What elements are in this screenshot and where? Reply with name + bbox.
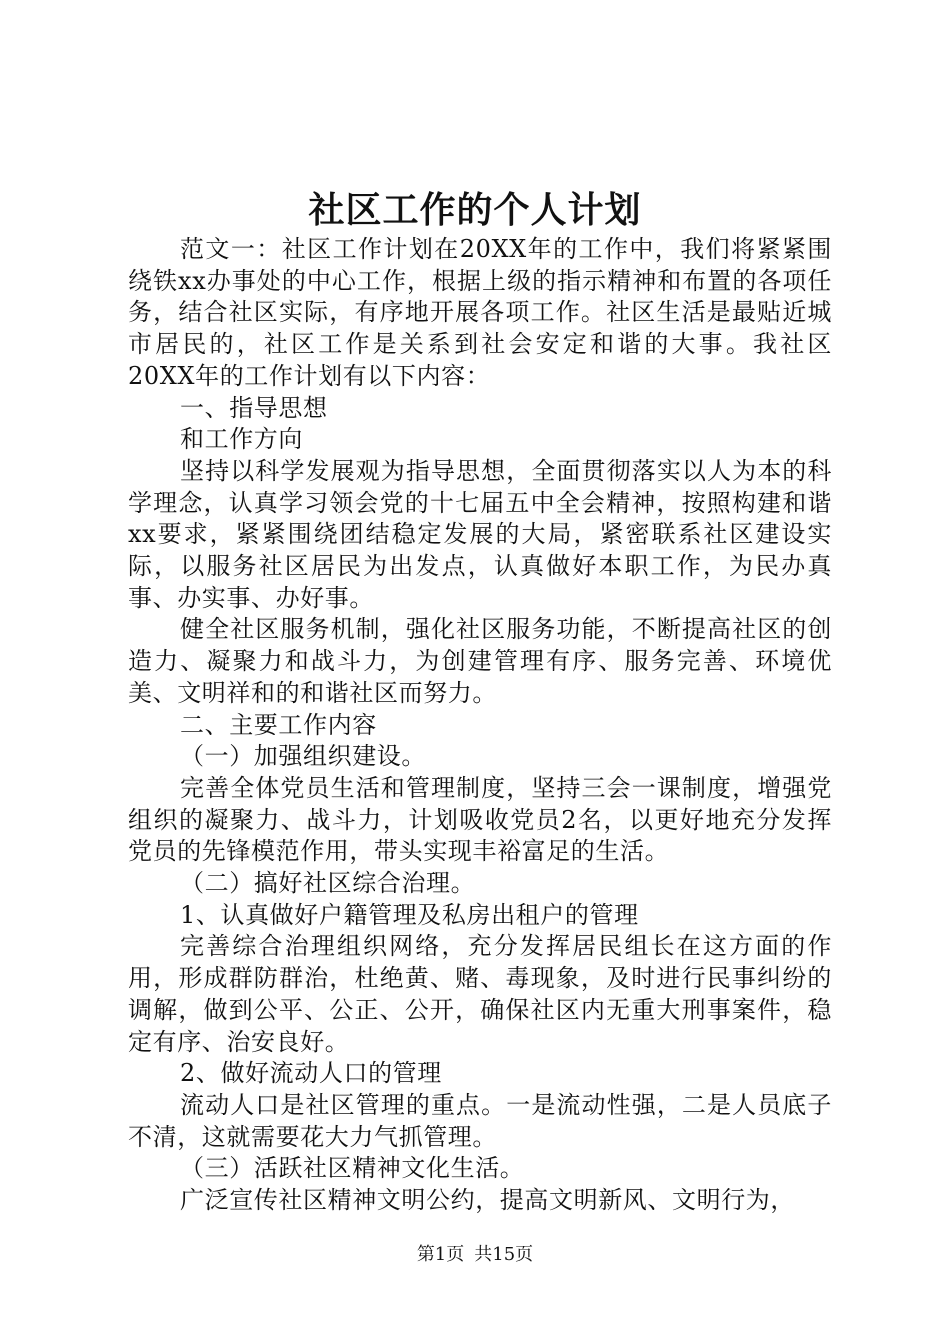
document-body [128,234,832,1217]
subsection-heading: （二）搞好社区综合治理。 [180,869,476,898]
item-heading: 1、认真做好户籍管理及私房出租户的管理 [180,900,639,929]
paragraph: 坚持以科学发展观为指导思想，全面贯彻落实以人为本的科学理念，认真学习领会党的十七届五中全会精神，按照构建和谐xx要求，紧紧围绕团结稳定发展的大局，紧密联系社区建设实际，以服务社区居民为出发点，认真做好本职工作，为民办真事、办实事、办好事。 [128,456,832,612]
page-footer [0,1242,950,1268]
section-heading: 一、指导思想 [180,393,328,422]
section-heading: 二、主要工作内容 [180,710,377,739]
page-number: 第1页 [416,1244,465,1265]
subsection-heading: （一）加强组织建设。 [180,742,426,771]
paragraph: 完善全体党员生活和管理制度，坚持三会一课制度，增强党组织的凝聚力、战斗力，计划吸收党员2名，以更好地充分发挥党员的先锋模范作用，带头实现丰裕富足的生活。 [128,773,832,866]
paragraph: 范文一：社区工作计划在20XX年的工作中，我们将紧紧围绕铁xx办事处的中心工作，根据上级的指示精神和布置的各项任务，结合社区实际，有序地开展各项工作。社区生活是最贴近城市居民的，社区工作是关系到社会安定和谐的大事。我社区20XX年的工作计划有以下内容： [128,235,832,390]
paragraph: 流动人口是社区管理的重点。一是流动性强，二是人员底子不清，这就需要花大力气抓管理。 [128,1090,832,1151]
paragraph: 健全社区服务机制，强化社区服务功能，不断提高社区的创造力、凝聚力和战斗力，为创建管理有序、服务完善、环境优美、文明祥和的和谐社区而努力。 [128,615,832,707]
page-total: 共15页 [474,1244,534,1265]
paragraph: 完善综合治理组织网络，充分发挥居民组长在这方面的作用，形成群防群治，杜绝黄、赌、毒现象，及时进行民事纠纷的调解，做到公平、公正、公开，确保社区内无重大刑事案件，稳定有序、治安良好。 [128,932,832,1056]
paragraph: 广泛宣传社区精神文明公约，提高文明新风、文明行为， [180,1186,795,1215]
section-heading-continued: 和工作方向 [180,425,303,454]
subsection-heading: （三）活跃社区精神文化生活。 [180,1154,525,1183]
item-heading: 2、做好流动人口的管理 [180,1059,442,1088]
document-title: 社区工作的个人计划 [308,189,642,231]
